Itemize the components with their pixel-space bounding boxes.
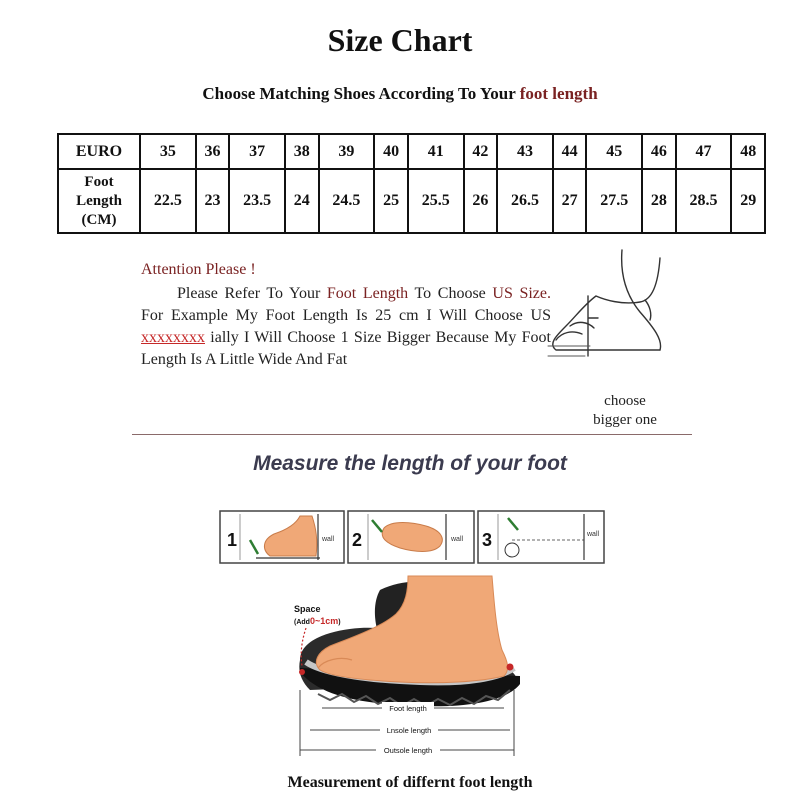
toe-marker [299, 669, 305, 675]
subtitle-highlight: foot length [519, 84, 598, 103]
foot [316, 576, 507, 683]
foot-length-cell: 23.5 [229, 169, 285, 233]
step-1-wall-label: wall [322, 536, 335, 543]
euro-cell: 48 [731, 134, 765, 169]
heel-marker [507, 664, 514, 671]
foot-length-cell: 27.5 [586, 169, 642, 233]
euro-cell: 37 [229, 134, 285, 169]
step-2-wall-label: wall [451, 536, 464, 543]
outsole-length-label: Outsole length [383, 746, 433, 755]
shoe-diagram [294, 576, 520, 756]
attention-highlight: US Size. [492, 285, 551, 302]
euro-cell: 39 [319, 134, 375, 169]
euro-cell: 40 [374, 134, 407, 169]
attention-text: To Choose [408, 285, 493, 302]
foot-length-label: Foot length [389, 704, 427, 713]
euro-cell: 36 [196, 134, 229, 169]
space-add-close: ) [338, 619, 341, 626]
foot-length-cell: 28 [642, 169, 675, 233]
foot-length-cell: 22.5 [140, 169, 196, 233]
space-range: 0~1cm [309, 616, 339, 626]
step-3-frame [478, 511, 604, 563]
foot-length-header-line: (CM) [81, 211, 117, 228]
step-2-panel [348, 511, 474, 563]
step-3-number: 3 [482, 530, 493, 550]
step-1-panel [220, 511, 344, 563]
euro-cell: 46 [642, 134, 675, 169]
space-add-open: (Add [294, 619, 310, 626]
step-2-number: 2 [352, 530, 363, 550]
foot-length-cell: 24 [285, 169, 318, 233]
euro-cell: 44 [553, 134, 586, 169]
foot-length-header-line: Length [76, 192, 122, 209]
foot-length-cell: 24.5 [319, 169, 375, 233]
attention-redacted: xxxxxxxx [141, 329, 205, 346]
space-add-label [294, 616, 341, 626]
insole-length-label: Lnsole length [386, 726, 432, 735]
diagram-caption: Measurement of differnt foot length [287, 774, 533, 791]
space-label: Space [294, 604, 321, 614]
attention-text: For Example My Foot Length Is 25 cm I Will Choose US [141, 307, 551, 324]
step-3-wall-label: wall [587, 531, 600, 538]
attention-title: Attention Please ! [141, 261, 256, 278]
euro-cell: 35 [140, 134, 196, 169]
page-title: Size Chart [327, 22, 473, 58]
attention-text: ially I Will Choose 1 Size Bigger Because My Foot Length Is A Little Wide And Fat [141, 329, 551, 368]
euro-cell: 47 [676, 134, 732, 169]
foot-length-cell: 26.5 [497, 169, 553, 233]
choose-note-line: bigger one [593, 412, 657, 428]
foot-length-cell: 28.5 [676, 169, 732, 233]
foot-length-cell: 23 [196, 169, 229, 233]
attention-highlight: Foot Length [326, 285, 409, 302]
euro-cell: 45 [586, 134, 642, 169]
step-3-panel [478, 511, 604, 563]
euro-cell: 43 [497, 134, 553, 169]
foot-length-cell: 25.5 [408, 169, 464, 233]
euro-cell: 42 [464, 134, 497, 169]
euro-cell: 41 [408, 134, 464, 169]
foot-length-header-line: Foot [84, 173, 114, 190]
foot-length-cell: 26 [464, 169, 497, 233]
foot-length-cell: 27 [553, 169, 586, 233]
euro-cell: 38 [285, 134, 318, 169]
attention-text: Please Refer To Your [177, 285, 327, 302]
foot-length-cell: 25 [374, 169, 407, 233]
choose-note-line: choose [604, 393, 646, 409]
foot-length-cell: 29 [731, 169, 765, 233]
measure-heading: Measure the length of your foot [253, 452, 567, 475]
step-1-number: 1 [227, 530, 238, 550]
euro-header: EURO [58, 134, 140, 169]
subtitle-prefix: Choose Matching Shoes According To Your [202, 84, 520, 103]
